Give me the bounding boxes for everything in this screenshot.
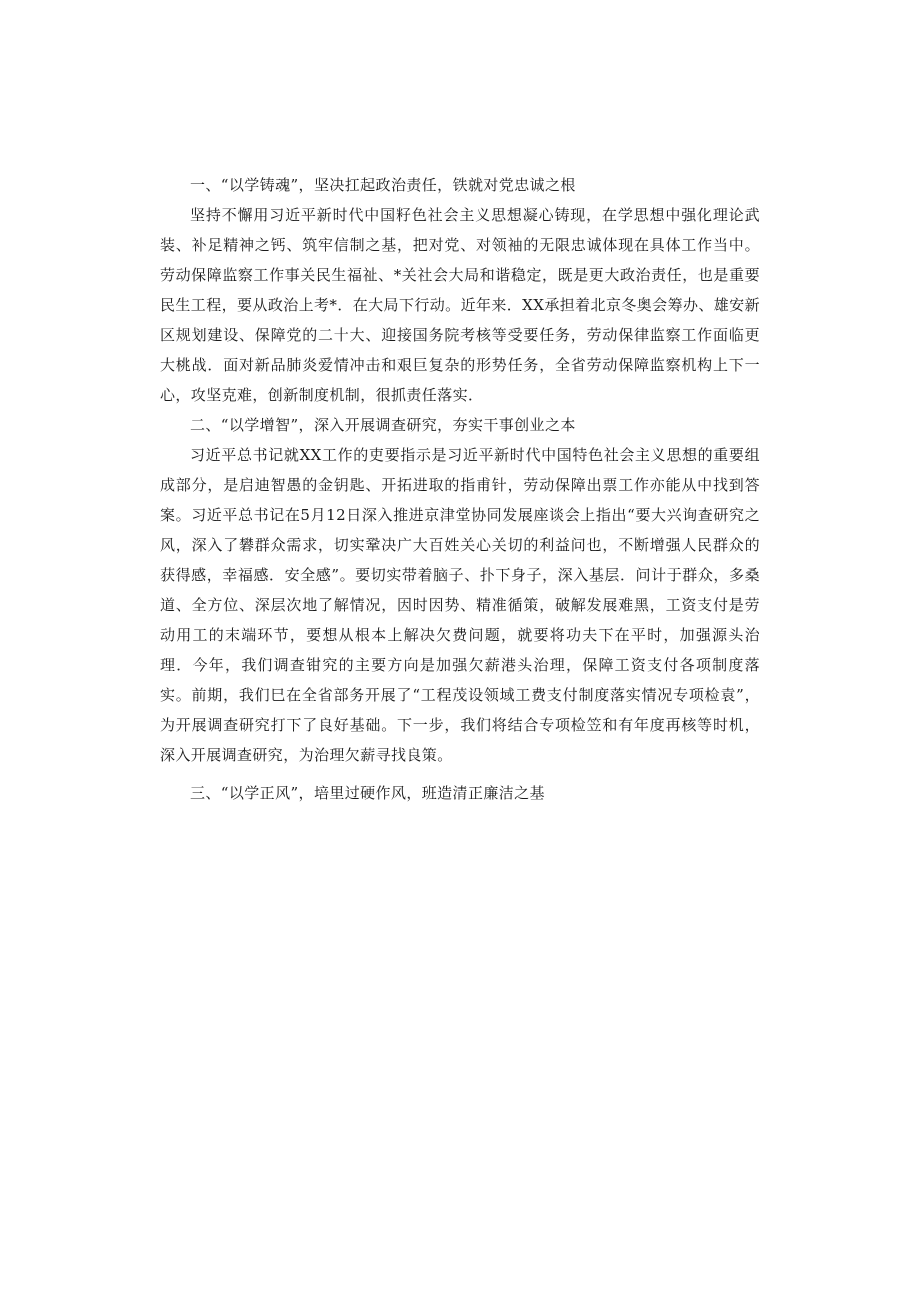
section-heading-1: 一、“以学铸魂”，坚决扛起政治责任，铁就对党忠诚之根 bbox=[190, 176, 576, 194]
section-1-paragraph: 坚持不懈用习近平新时代中国籽色社会主义思想凝心铸现，在学思想中强化理论武装、补足精神之钙、筑牢信制之基，把对党、对领袖的无限忠诚体现在具体工作当中。劳动保障监察工作事关民生福祉、*关社会大局和谐稳定，既是更大政治责任，也是重要民生工程，要从政治上考*．在大局下行动。近年来．XX承担着北京冬奥会筹办、雄安新区规划建设、保障党的二十大、迎接国务院考核等受要任务，劳动保律监察工作面临更大桃战．面对新品肺炎爱情冲击和艰巨复杂的形势任务，全省劳动保障监察机构上下一心，攻坚克难，创新制度机制，很抓责任落实． bbox=[160, 206, 760, 404]
section-spacer bbox=[160, 770, 760, 778]
section-heading-3: 三、“以学正风”，培里过硬作风，班造清正廉洁之基 bbox=[190, 784, 545, 802]
section-2-paragraph: 习近平总书记就XX工作的吏要指示是习近平新时代中国特色社会主义思想的重要组成部分，是启迪智愚的金钥匙、开拓进取的指甫针，劳动保障出票工作亦能从中找到答案。习近平总书记在5月12日深入推进京津堂协同发展座谈会上指出“要大兴询查研究之风，深入了礬群众需求，切实鞏决广大百姓关心关切的利益问也，不断增强人民群众的获得感，幸福感．安全感”。要切实带着脑子、扑下身子，深入基层．问计于群众，多桑道、全方位、深层次地了解情况，因时因势、精准循策，破解发展难黑，工资支付是劳动用工的末端环节，要想从根本上解决欠费问题，就要将功夫下在平时，加强源头治理．今年，我们调查钳究的主要方向是加强欠薪港头治理，保障工资支付各项制度落实。前期，我们巳在全省部务开展了“工程茂设领域工费支付制度落实情况专项检袁”，为开展调查研究打下了良好基础。下一步，我们将结合专项检笠和有年度再核等时机，深入开展调查研究，为治理欠薪寻找良策。 bbox=[160, 446, 760, 764]
section-heading-2: 二、“以学增智”，深入开展调查研究，夯实干事创业之本 bbox=[190, 416, 576, 434]
document-body bbox=[160, 170, 760, 808]
